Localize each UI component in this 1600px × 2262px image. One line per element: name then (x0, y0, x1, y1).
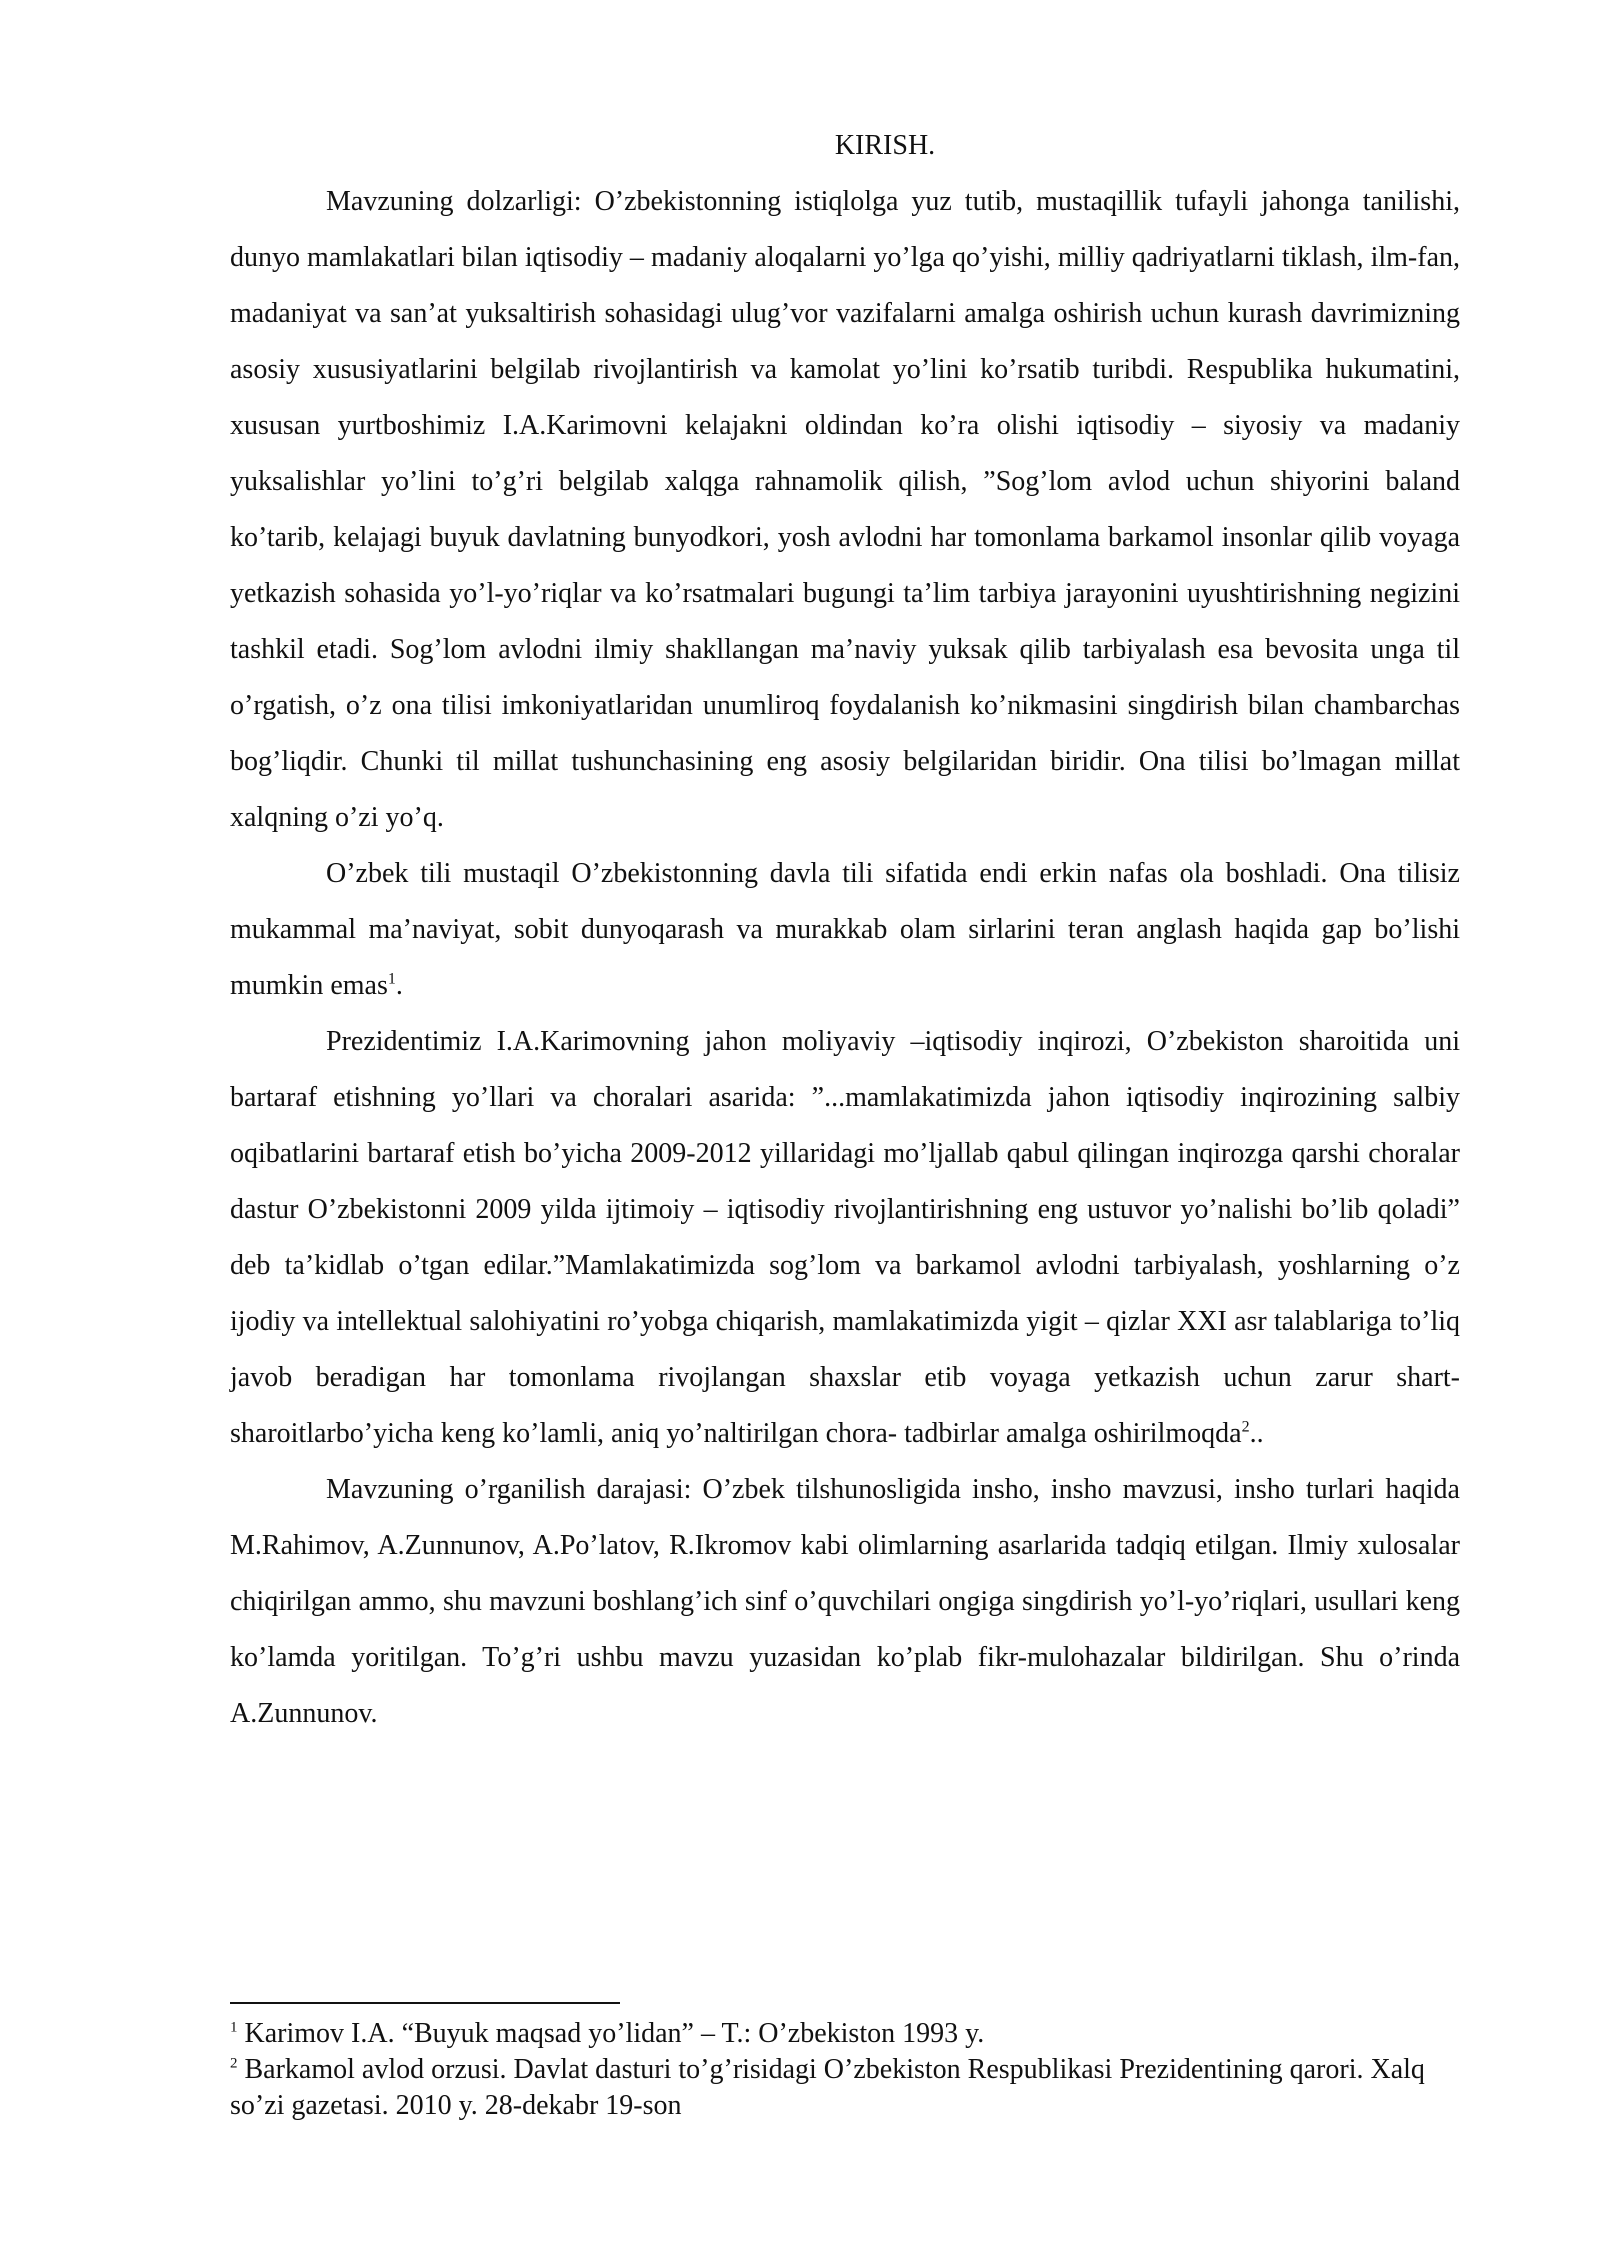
paragraph-president (230, 1014, 1460, 1462)
footnote-mark: 1 (230, 2019, 238, 2036)
paragraph-relevance (230, 174, 1460, 846)
document-body (230, 118, 1460, 1742)
footnote-1 (230, 2016, 1460, 2052)
footnote-ref-2[interactable]: 2 (1241, 1418, 1250, 1436)
footnote-text: Barkamol avlod orzusi. Davlat dasturi to’g’risidagi O’zbekiston Respublikasi Prezidentining qarori. Xalq so’zi gazetasi. 2010 y. 28-dekabr 19-son (230, 2054, 1425, 2121)
footnote-2 (230, 2052, 1460, 2124)
paragraph-tail: . (395, 970, 403, 1001)
paragraph-text: Mavzuning dolzarligi: O’zbekistonning istiqlolga yuz tutib, mustaqillik tufayli jahonga tanilishi, dunyo mamlakatlari bilan iqtisodiy – madaniy aloqalarni yo’lga qo’yishi, milliy qadriyatlarni tiklash, ilm-fan, madaniyat va san’at yuksaltirish sohasidagi ulug’vor vazifalarni amalga oshirish uchun kurash davrimizning asosiy xususiyatlarini belgilab rivojlantirish va kamolat yo’lini ko’rsatib turibdi. Respublika hukumatini, xususan yurtboshimiz I.A.Karimovni kelajakni oldindan ko’ra olishi iqtisodiy – siyosiy va madaniy yuksalishlar yo’lini to’g’ri belgilab xalqga rahnamolik qilish, ”Sog’lom avlod uchun shiyorini baland ko’tarib, kelajagi buyuk davlatning bunyodkori, yosh avlodni har tomonlama barkamol insonlar qilib voyaga yetkazish sohasida yo’l-yo’riqlar va ko’rsatmalari bugungi ta’lim tarbiya jarayonini uyushtirishning negizini tashkil etadi. Sog’lom avlodni ilmiy shakllangan ma’naviy yuksak qilib tarbiyalash esa bevosita unga til o’rgatish, o’z ona tilisi imkoniyatlaridan unumliroq foydalanish ko’nikmasini singdirish bilan chambarchas bog’liqdir. Chunki til millat tushunchasining eng asosiy belgilaridan biridir. Ona tilisi bo’lmagan millat xalqning o’zi yo’q. (230, 186, 1460, 833)
footnotes (230, 2002, 1460, 2124)
footnote-text: Karimov I.A. “Buyuk maqsad yo’lidan” – T.: O’zbekiston 1993 y. (237, 2018, 985, 2049)
paragraph-tail: .. (1249, 1418, 1264, 1449)
paragraph-text: Mavzuning o’rganilish darajasi: O’zbek tilshunosligida insho, insho mavzusi, insho turlari haqida M.Rahimov, A.Zunnunov, A.Po’latov, R.Ikromov kabi olimlarning asarlarida tadqiq etilgan. Ilmiy xulosalar chiqirilgan ammo, shu mavzuni boshlang’ich sinf o’quvchilari ongiga singdirish yo’l-yo’riqlari, usullari keng ko’lamda yoritilgan. To’g’ri ushbu mavzu yuzasidan ko’plab fikr-mulohazalar bildirilgan. Shu o’rinda A.Zunnunov. (230, 1474, 1460, 1729)
footnote-mark: 2 (230, 2055, 238, 2072)
page-title: KIRISH. (834, 130, 936, 161)
paragraph-text: O’zbek tili mustaqil O’zbekistonning davla tili sifatida endi erkin nafas ola boshladi. Ona tilisiz mukammal ma’naviyat, sobit dunyoqarash va murakkab olam sirlarini teran anglash haqida gap bo’lishi mumkin emas (230, 858, 1460, 1001)
paragraph-uzbek-language (230, 846, 1460, 1014)
footnote-ref-1[interactable]: 1 (387, 970, 396, 988)
paragraph-study-level (230, 1462, 1460, 1742)
footnote-separator (230, 2002, 620, 2004)
paragraph-text: Prezidentimiz I.A.Karimovning jahon moliyaviy –iqtisodiy inqirozi, O’zbekiston sharoitida uni bartaraf etishning yo’llari va choralari asarida: ”...mamlakatimizda jahon iqtisodiy inqirozining salbiy oqibatlarini bartaraf etish bo’yicha 2009-2012 yillaridagi mo’ljallab qabul qilingan inqirozga qarshi choralar dastur O’zbekistonni 2009 yilda ijtimoiy – iqtisodiy rivojlantirishning eng ustuvor yo’nalishi bo’lib qoladi” deb ta’kidlab o’tgan edilar.”Mamlakatimizda sog’lom va barkamol avlodni tarbiyalash, yoshlarning o’z ijodiy va intellektual salohiyatini ro’yobga chiqarish, mamlakatimizda yigit – qizlar XXI asr talablariga to’liq javob beradigan har tomonlama rivojlangan shaxslar etib voyaga yetkazish uchun zarur shart-sharoitlarbo’yicha keng ko’lamli, aniq yo’naltirilgan chora- tadbirlar amalga oshirilmoqda (230, 1026, 1460, 1449)
